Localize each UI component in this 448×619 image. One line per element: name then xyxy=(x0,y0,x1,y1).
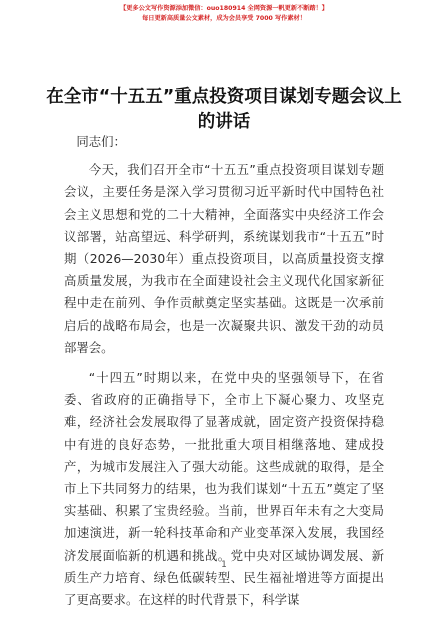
promo-banner-line-2: 每日更新高质量公文素材，成为会员享受 7000 写作素材！ xyxy=(142,15,306,22)
page-number: 1 xyxy=(221,560,227,570)
paragraph-2: “十四五”时期以来，在党中央的坚强领导下，在省委、省政府的正确指导下，全市上下凝心聚力、攻坚克难，经济社会发展取得了显著成就，固定资产投资保持稳中有进的良好态势，一批批重大项目相继落地、建成投产，为城市发展注入了强大动能。这些成就的取得，是全市上下共同努力的结果，也为我们谋划“十五五”奠定了坚实基础、积累了宝贵经验。当前，世界百年未有之大变局加速演进，新一轮科技革命和产业变革深入发展，我国经济发展面临新的机遇和挑战。党中央对区域协调发展、新质生产力培育、绿色低碳转型、民生福祉增进等方面提出了更高要求。在这样的时代背景下，科学谋 xyxy=(64,370,384,608)
promo-banner xyxy=(0,4,448,24)
document-body xyxy=(64,131,384,619)
paragraph-1: 今天，我们召开全市“十五五”重点投资项目谋划专题会议，主要任务是深入学习贯彻习近平新时代中国特色社会主义思想和党的二十大精神，全面落实中央经济工作会议部署，站高望远、科学研判，系统谋划我市“十五五”时期（2026—2030年）重点投资项目，以高质量投资支撑高质量发展，为我市在全面建设社会主义现代化国家新征程中走在前列、争作贡献奠定坚实基础。这既是一次承前启后的战略布局会，也是一次凝聚共识、激发干劲的动员部署会。 xyxy=(64,162,384,355)
document-title: 在全市“十五五”重点投资项目谋划专题会议上的讲话 xyxy=(46,87,402,132)
promo-banner-line-1: 【更多公文写作资源添加微信：ouo180914 全网资源一帆更新不断踏！】 xyxy=(120,5,328,12)
salutation: 同志们： xyxy=(76,134,126,149)
